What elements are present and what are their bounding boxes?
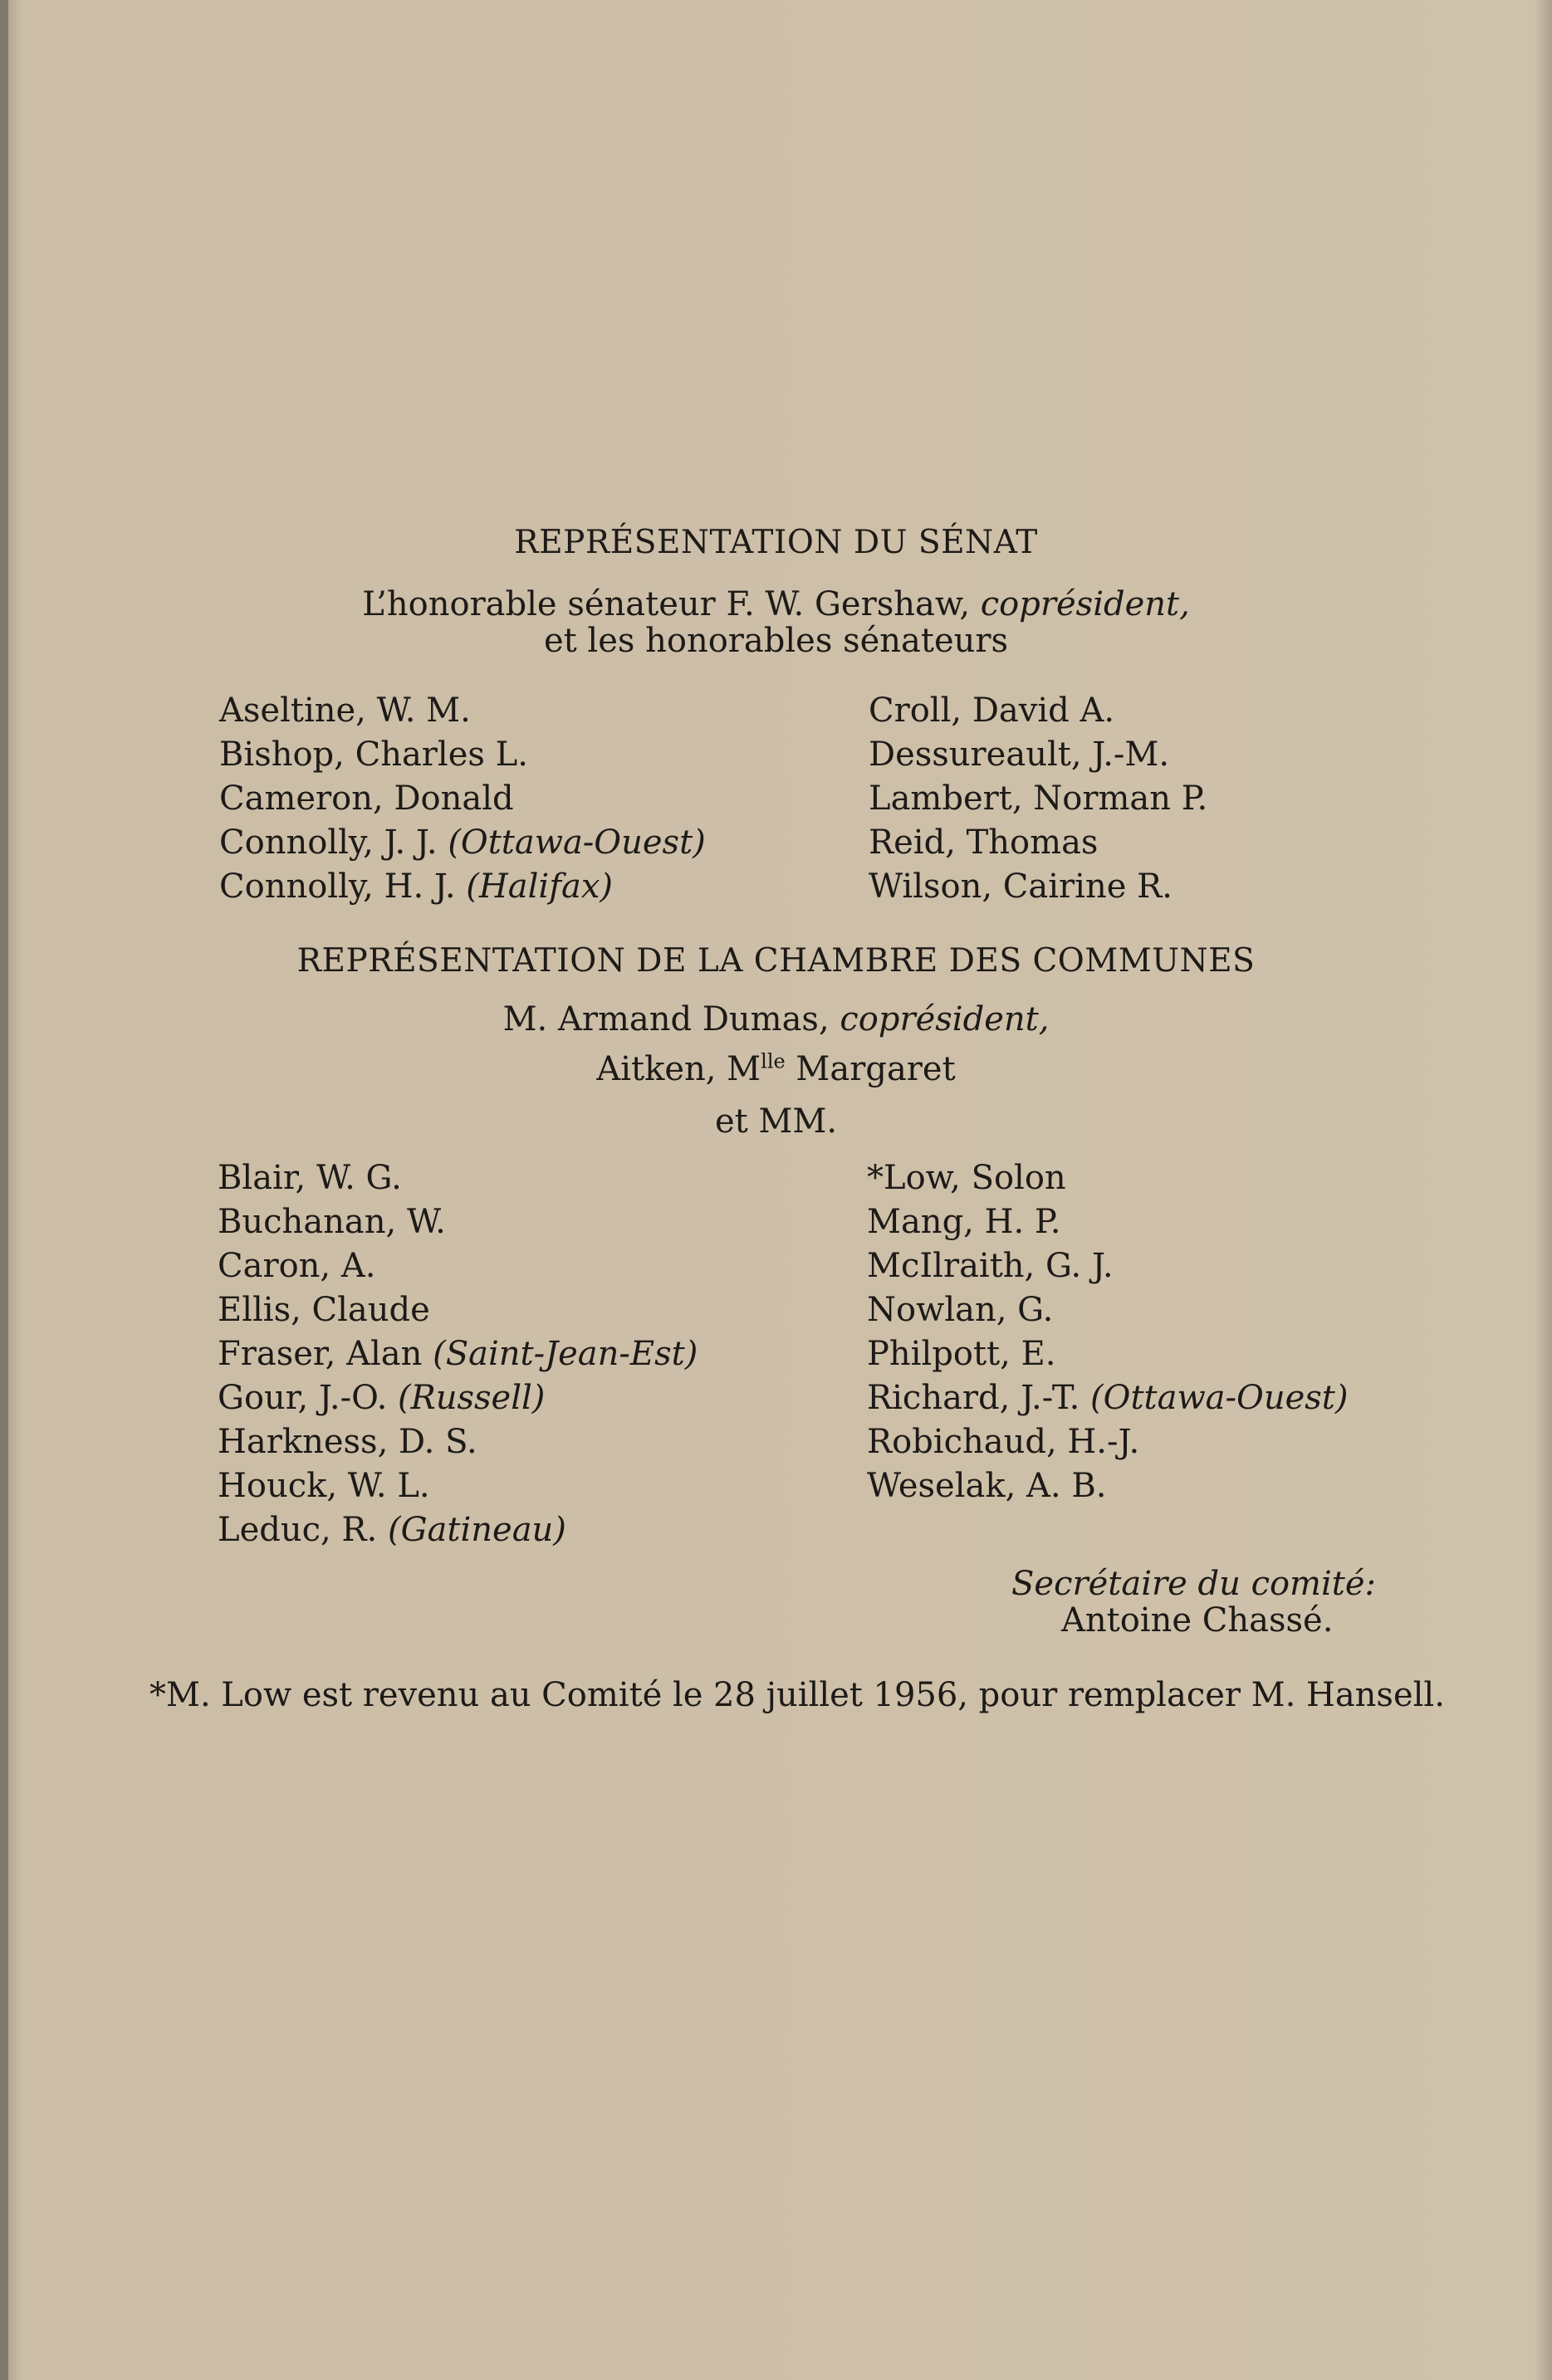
footnote-word: Low xyxy=(221,1676,292,1714)
member-name: Richard, J.-T. xyxy=(867,1379,1091,1417)
member-name: Houck, W. L. xyxy=(218,1467,430,1505)
binding-edge xyxy=(0,0,8,2380)
member-name: Connolly, J. J. xyxy=(219,823,448,862)
member-row xyxy=(218,1244,698,1288)
member-row xyxy=(869,689,1207,733)
member-name: Wilson, Cairine R. xyxy=(869,867,1173,906)
senate-right-column xyxy=(869,689,1207,909)
member-row xyxy=(218,1332,698,1376)
member-row xyxy=(219,821,706,865)
commons-right-column xyxy=(867,1156,1348,1508)
member-name: Connolly, H. J. xyxy=(219,867,467,906)
member-name: Blair, W. G. xyxy=(218,1159,402,1197)
member-name: Philpott, E. xyxy=(867,1335,1056,1373)
member-name: Harkness, D. S. xyxy=(218,1423,477,1461)
member-row xyxy=(219,733,706,777)
member-row xyxy=(219,777,706,821)
member-constituency: (Saint-Jean-Est) xyxy=(433,1335,698,1373)
footnote-word: au xyxy=(489,1676,531,1714)
member-constituency: (Gatineau) xyxy=(387,1511,566,1549)
member-name: Aseltine, W. M. xyxy=(219,692,471,730)
member-row xyxy=(218,1288,698,1332)
member-name: Cameron, Donald xyxy=(219,779,514,818)
member-row xyxy=(218,1420,698,1464)
footnote-word: revenu xyxy=(362,1676,480,1714)
member-row xyxy=(869,777,1207,821)
member-constituency: (Ottawa-Ouest) xyxy=(1090,1379,1349,1417)
page-edge-shadow xyxy=(1534,0,1552,2380)
member-name: *Low, Solon xyxy=(867,1159,1066,1197)
member-name: Weselak, A. B. xyxy=(867,1467,1107,1505)
member-name: Bishop, Charles L. xyxy=(219,736,528,774)
member-name: Fraser, Alan xyxy=(218,1335,433,1373)
senate-left-column xyxy=(219,689,706,909)
commons-second-line xyxy=(0,1048,1552,1091)
footnote-word: 28 xyxy=(713,1676,756,1714)
senate-members-intro: et les honorables sénateurs xyxy=(543,622,1009,660)
member-name: Leduc, R. xyxy=(218,1511,388,1549)
member-row xyxy=(867,1420,1348,1464)
footnote-word: M. xyxy=(1251,1676,1296,1714)
commons-chair-role: coprésident, xyxy=(840,1000,1050,1039)
member-constituency: (Halifax) xyxy=(466,867,614,906)
commons-heading: REPRÉSENTATION DE LA CHAMBRE DES COMMUNES xyxy=(296,942,1256,980)
commons-members-intro: et MM. xyxy=(714,1102,838,1141)
member-name: Robichaud, H.-J. xyxy=(867,1423,1140,1461)
member-name: Mang, H. P. xyxy=(867,1203,1061,1241)
member-name: Dessureault, J.-M. xyxy=(869,736,1170,774)
member-row xyxy=(867,1156,1348,1200)
member-row xyxy=(219,865,706,909)
member-row xyxy=(218,1376,698,1420)
footnote-word: *M. xyxy=(149,1676,211,1714)
member-row xyxy=(867,1244,1348,1288)
member-row xyxy=(867,1464,1348,1508)
member-name: Nowlan, G. xyxy=(867,1291,1054,1329)
senate-chair-role: coprésident, xyxy=(980,585,1190,623)
member-name: Ellis, Claude xyxy=(218,1291,430,1329)
member-row xyxy=(218,1200,698,1244)
member-name: Lambert, Norman P. xyxy=(869,779,1208,818)
footnote xyxy=(149,1674,1445,1717)
member-row xyxy=(218,1508,698,1552)
member-row xyxy=(869,733,1207,777)
secretary-title: Secrétaire du comité: xyxy=(1011,1565,1377,1603)
commons-second-given-name: Margaret xyxy=(785,1050,956,1088)
footnote-word: pour xyxy=(978,1676,1058,1714)
member-row xyxy=(867,1376,1348,1420)
secretary-name: Antoine Chassé. xyxy=(1061,1601,1334,1640)
footnote-word: le xyxy=(672,1676,703,1714)
footnote-word: juillet xyxy=(766,1676,863,1714)
footnote-word: est xyxy=(301,1676,353,1714)
commons-left-column xyxy=(218,1156,698,1552)
member-row xyxy=(869,821,1207,865)
commons-second-title-sup: lle xyxy=(761,1049,786,1073)
member-row xyxy=(867,1200,1348,1244)
member-name: Gour, J.-O. xyxy=(218,1379,398,1417)
commons-second-name: Aitken, M xyxy=(596,1050,761,1088)
member-name: McIlraith, G. J. xyxy=(867,1247,1114,1285)
member-name: Buchanan, W. xyxy=(218,1203,446,1241)
member-name: Reid, Thomas xyxy=(869,823,1099,862)
member-row xyxy=(218,1464,698,1508)
member-constituency: (Ottawa-Ouest) xyxy=(448,823,706,862)
member-name: Croll, David A. xyxy=(869,692,1115,730)
footnote-word: Comité xyxy=(541,1676,663,1714)
senate-chair-name: L’honorable sénateur F. W. Gershaw, xyxy=(362,585,981,623)
footnote-word: 1956, xyxy=(873,1676,969,1714)
member-row xyxy=(867,1332,1348,1376)
member-name: Caron, A. xyxy=(218,1247,376,1285)
footnote-word: remplacer xyxy=(1067,1676,1241,1714)
footnote-word: Hansell. xyxy=(1305,1676,1445,1714)
commons-chair-line xyxy=(0,998,1552,1041)
commons-chair-name: M. Armand Dumas, xyxy=(502,1000,840,1039)
member-row xyxy=(869,865,1207,909)
senate-heading: REPRÉSENTATION DU SÉNAT xyxy=(514,524,1038,561)
member-row xyxy=(219,689,706,733)
member-row xyxy=(218,1156,698,1200)
member-constituency: (Russell) xyxy=(398,1379,546,1417)
member-row xyxy=(867,1288,1348,1332)
